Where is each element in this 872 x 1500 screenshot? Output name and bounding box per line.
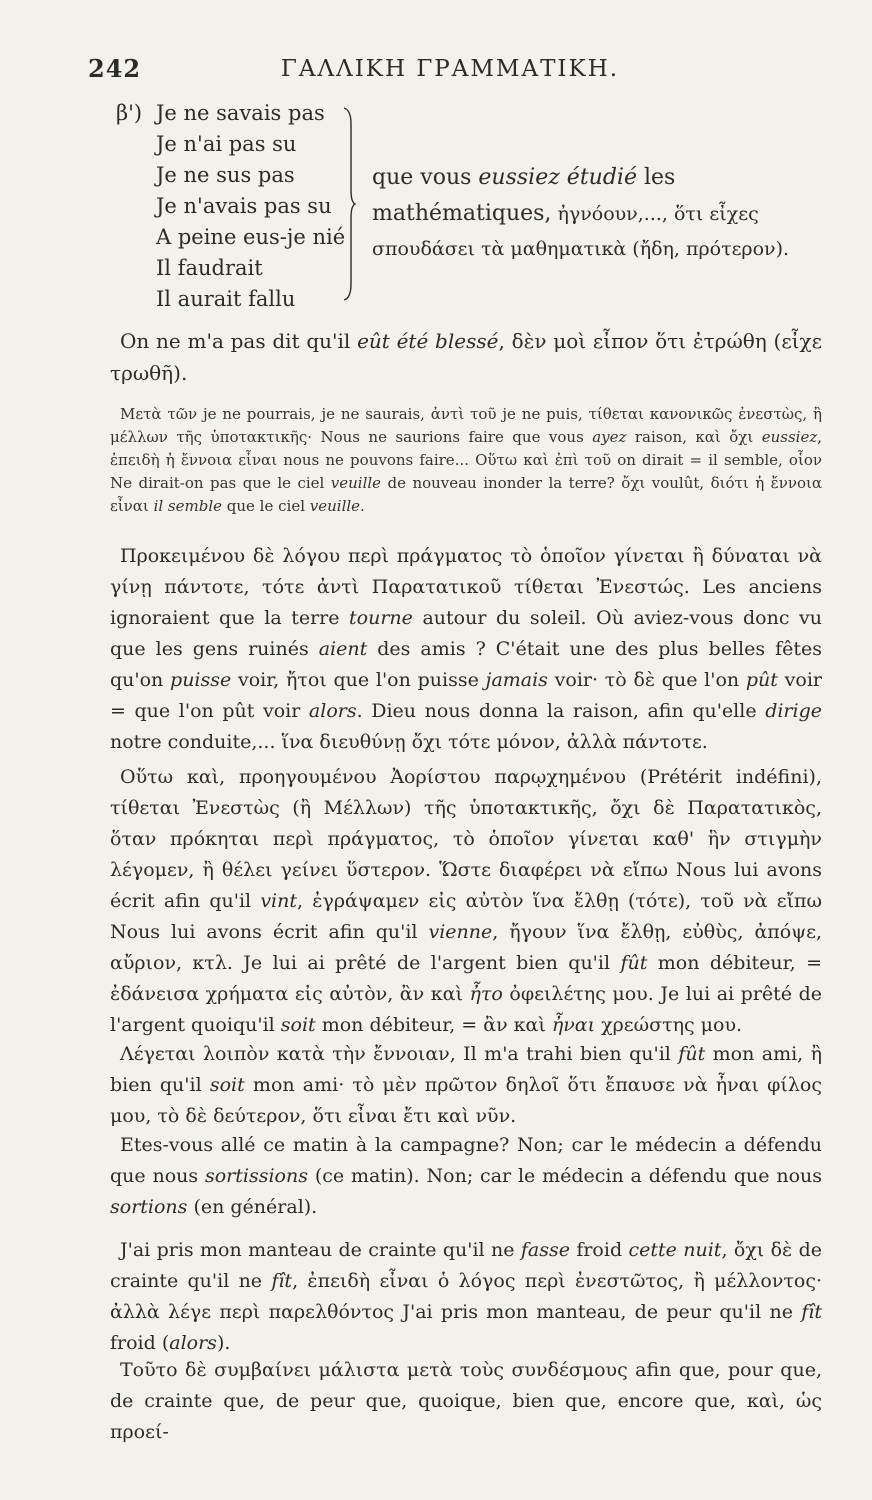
paragraph-2: Οὕτω καὶ, προηγουμένου Ἀορίστου παρῳχημένου (Prétérit indéfini), τίθεται Ἐνεστὼς (ἢ Μέλλων) τῆς ὑποτακτικῆς, ὄχι δὲ Παρατατικὸς, ὅταν πρόκηται περὶ πράγματος, τὸ ὁποῖον γίνεται καθ' ἣν στιγμὴν λέγομεν, ἢ θέλει γείνει ὕστερον. Ὥστε διαφέρει νὰ εἴπω Nous lui avons écrit afin qu'il vint, ἐγράψαμεν εἰς αὐτὸν ἵνα ἔλθῃ (τότε), τοῦ νὰ εἴπω Nous lui avons écrit afin qu'il vienne, ἤγουν ἵνα ἔλθῃ, εὐθὺς, ἀπόψε, αὔριον, κτλ. Je lui ai prêté de l'argent bien qu'il fût mon débiteur, = ἐδάνεισα χρήματα εἰς αὐτὸν, ἂν καὶ ἦτο ὀφειλέτης μου. Je lui ai prêté de l'argent quoiqu'il soit mon débiteur, = ἂν καὶ ἦναι χρεώστης μου.	[110, 766, 823, 1036]
verb-line: Il faudrait	[156, 256, 263, 280]
brace-french: que vous eussiez étudié les mathématiques,	[372, 165, 676, 226]
paragraph-1: Προκειμένου δὲ λόγου περὶ πράγματος τὸ ὁποῖον γίνεται ἢ δύναται νὰ γίνῃ πάντοτε, τότε ἀντὶ Παρατατικοῦ τίθεται Ἐνεστώς. Les anciens ignoraient que la terre tourne autour du soleil. Où aviez-vous donc vu que les gens ruinés aient des amis ? C'était une des plus belles fêtes qu'on puisse voir, ἤτοι que l'on puisse jamais voir· τὸ δὲ que l'on pût voir = que l'on pût voir alors. Dieu nous donna la raison, afin qu'elle dirige notre conduite,... ἵνα διευθύνῃ ὄχι τότε μόνον, ἀλλὰ πάντοτε.	[110, 545, 822, 753]
verb-line: A peine eus-je nié	[156, 225, 346, 249]
list-marker: β')	[116, 101, 143, 125]
paragraph-6: Τοῦτο δὲ συμβαίνει μάλιστα μετὰ τοὺς συνδέσμους afin que, pour que, de crainte que, de peur que, quoique, bien que, encore que, καὶ, ὡς προεί-	[110, 1359, 822, 1443]
verb-line: Il aurait fallu	[156, 287, 296, 311]
paragraph-example: On ne m'a pas dit qu'il eût été blessé, δὲν μοὶ εἶπον ὅτι ἐτρώθη (εἶχε τρωθῆ).	[110, 329, 823, 385]
verb-line: Je ne sus pas	[156, 163, 295, 187]
page-number: 242	[88, 54, 142, 83]
paragraph-5: J'ai pris mon manteau de crainte qu'il ne fasse froid cette nuit, ὄχι δὲ de crainte qu'il ne fît, ἐπειδὴ εἶναι ὁ λόγος περὶ ἐνεστῶτος, ἢ μέλλοντος· ἀλλὰ λέγε περὶ παρελθόντος J'ai pris mon manteau, de peur qu'il ne fît froid (alors).	[110, 1239, 823, 1354]
right-brace	[342, 106, 356, 302]
verb-line: Je n'avais pas su	[156, 194, 332, 218]
brace-explanation	[372, 160, 824, 267]
verb-list	[116, 98, 345, 315]
paragraph-3: Λέγεται λοιπὸν κατὰ τὴν ἔννοιαν, Il m'a trahi bien qu'il fût mon ami, ἢ bien qu'il soit mon ami· τὸ μὲν πρῶτον δηλοῖ ὅτι ἔπαυσε νὰ ἦναι φίλος μου, τὸ δὲ δεύτερον, ὅτι εἶναι ἔτι καὶ νῦν.	[110, 1043, 823, 1127]
paragraph-note: Μετὰ τῶν je ne pourrais, je ne saurais, ἀντὶ τοῦ je ne puis, τίθεται κανονικῶς ἐνεστὼς, ἢ μέλλων τῆς ὑποτακτικῆς· Nous ne saurions faire que vous ayez raison, καὶ ὄχι eussiez, ἐπειδὴ ἡ ἔννοια εἶναι nous ne pouvons faire... Οὕτω καὶ ἐπὶ τοῦ on dirait = il semble, οἷον Ne dirait-on pas que le ciel veuille de nouveau inonder la terre? ὄχι voulût, διότι ἡ ἔννοια εἶναι il semble que le ciel veuille.	[110, 405, 823, 515]
verb-line: Je n'ai pas su	[156, 132, 297, 156]
brace-greek: ἠγνόουν,..., ὅτι εἶχες σπουδάσει τὰ μαθηματικὰ (ἤδη, πρότερον).	[372, 203, 790, 260]
verb-line: Je ne savais pas	[156, 101, 325, 125]
page-header	[80, 54, 820, 94]
running-title: ΓΑΛΛΙΚΗ ΓΡΑΜΜΑΤΙΚΗ.	[280, 56, 620, 82]
paragraph-4: Etes-vous allé ce matin à la campagne? Non; car le médecin a défendu que nous sortissions (ce matin). Non; car le médecin a défendu que nous sortions (en général).	[110, 1134, 823, 1218]
